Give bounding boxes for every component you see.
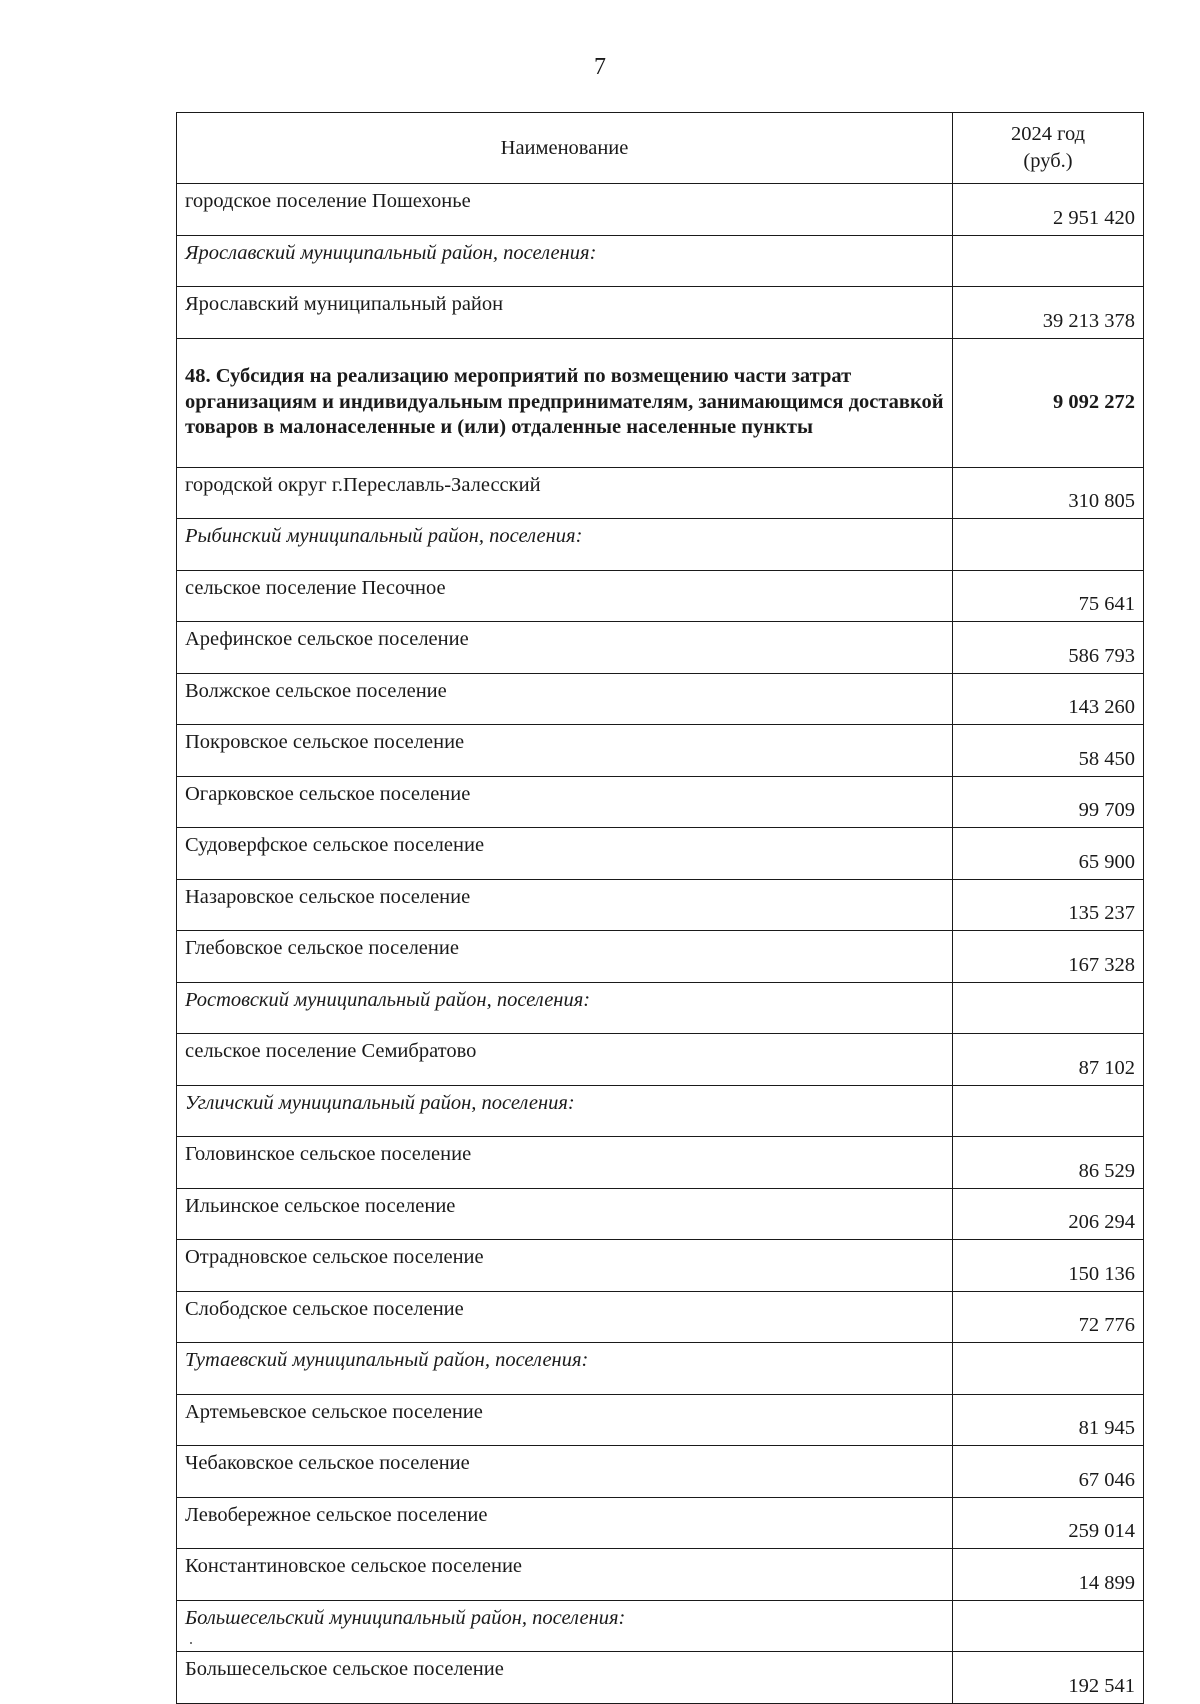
table-row bbox=[177, 828, 1144, 880]
name-cell: Судоверфское сельское поселение bbox=[177, 828, 953, 880]
name-cell: Артемьевское сельское поселение bbox=[177, 1394, 953, 1446]
table-subsidy-row bbox=[177, 338, 1144, 467]
table-row bbox=[177, 1394, 1144, 1446]
amount-cell: 72 776 bbox=[953, 1291, 1144, 1343]
name-cell: Отрадновское сельское поселение bbox=[177, 1240, 953, 1292]
table-row bbox=[177, 1652, 1144, 1704]
table-row bbox=[177, 879, 1144, 931]
amount-cell: 586 793 bbox=[953, 622, 1144, 674]
table-row bbox=[177, 1188, 1144, 1240]
name-cell: Арефинское сельское поселение bbox=[177, 622, 953, 674]
header-value-unit: (руб.) bbox=[1023, 150, 1073, 172]
amount-cell: 310 805 bbox=[953, 467, 1144, 519]
name-cell: Ярославский муниципальный район bbox=[177, 287, 953, 339]
group-name-cell: Большесельский муниципальный район, поселения: bbox=[177, 1600, 953, 1652]
name-cell: Покровское сельское поселение bbox=[177, 725, 953, 777]
amount-cell: 2 951 420 bbox=[953, 184, 1144, 236]
amount-cell: 86 529 bbox=[953, 1137, 1144, 1189]
amount-cell: 81 945 bbox=[953, 1394, 1144, 1446]
table-group-row bbox=[177, 519, 1144, 571]
table-row bbox=[177, 1446, 1144, 1498]
amount-cell bbox=[953, 1600, 1144, 1652]
name-cell: 48. Субсидия на реализацию мероприятий по возмещению части затрат организациям и индивидуальным предпринимателям, занимающимся доставкой товаров в малонаселенные и (или) отдаленные населенные пункты bbox=[177, 338, 953, 467]
header-name: Наименование bbox=[177, 113, 953, 184]
amount-cell: 135 237 bbox=[953, 879, 1144, 931]
amount-cell: 87 102 bbox=[953, 1034, 1144, 1086]
amount-cell: 192 541 bbox=[953, 1652, 1144, 1704]
name-cell: Огарковское сельское поселение bbox=[177, 776, 953, 828]
name-cell: сельское поселение Семибратово bbox=[177, 1034, 953, 1086]
name-cell: городской округ г.Переславль-Залесский bbox=[177, 467, 953, 519]
name-cell: Слободское сельское поселение bbox=[177, 1291, 953, 1343]
name-cell: Волжское сельское поселение bbox=[177, 673, 953, 725]
amount-cell bbox=[953, 982, 1144, 1034]
name-cell: Глебовское сельское поселение bbox=[177, 931, 953, 983]
amount-cell bbox=[953, 235, 1144, 287]
scan-speck bbox=[190, 1642, 192, 1644]
group-name-cell: Рыбинский муниципальный район, поселения: bbox=[177, 519, 953, 571]
amount-cell: 14 899 bbox=[953, 1549, 1144, 1601]
page-number: 7 bbox=[594, 54, 606, 80]
group-name-cell: Ярославский муниципальный район, поселения: bbox=[177, 235, 953, 287]
table-row bbox=[177, 1137, 1144, 1189]
table-group-row bbox=[177, 982, 1144, 1034]
amount-cell: 150 136 bbox=[953, 1240, 1144, 1292]
table-row bbox=[177, 622, 1144, 674]
header-value-year: 2024 год bbox=[1010, 123, 1086, 146]
table-row bbox=[177, 287, 1144, 339]
group-name-cell: Угличский муниципальный район, поселения: bbox=[177, 1085, 953, 1137]
table-row bbox=[177, 1291, 1144, 1343]
header-value bbox=[953, 113, 1144, 184]
name-cell: городское поселение Пошехонье bbox=[177, 184, 953, 236]
table-group-row bbox=[177, 1343, 1144, 1395]
amount-cell: 58 450 bbox=[953, 725, 1144, 777]
table-row bbox=[177, 1240, 1144, 1292]
table-row bbox=[177, 776, 1144, 828]
table-row bbox=[177, 570, 1144, 622]
amount-cell: 9 092 272 bbox=[953, 338, 1144, 467]
table-row bbox=[177, 467, 1144, 519]
amount-cell: 99 709 bbox=[953, 776, 1144, 828]
name-cell: Головинское сельское поселение bbox=[177, 1137, 953, 1189]
table-row bbox=[177, 673, 1144, 725]
name-cell: Чебаковское сельское поселение bbox=[177, 1446, 953, 1498]
table-header-row bbox=[177, 113, 1144, 184]
table-row bbox=[177, 1549, 1144, 1601]
amount-cell: 65 900 bbox=[953, 828, 1144, 880]
amount-cell: 67 046 bbox=[953, 1446, 1144, 1498]
name-cell: сельское поселение Песочное bbox=[177, 570, 953, 622]
group-name-cell: Ростовский муниципальный район, поселения: bbox=[177, 982, 953, 1034]
name-cell: Константиновское сельское поселение bbox=[177, 1549, 953, 1601]
amount-cell: 75 641 bbox=[953, 570, 1144, 622]
table-row bbox=[177, 184, 1144, 236]
name-cell: Ильинское сельское поселение bbox=[177, 1188, 953, 1240]
amount-cell: 39 213 378 bbox=[953, 287, 1144, 339]
table-row bbox=[177, 1034, 1144, 1086]
table-body bbox=[177, 184, 1144, 1704]
table-group-row bbox=[177, 1085, 1144, 1137]
table-group-row bbox=[177, 235, 1144, 287]
table-group-row bbox=[177, 1600, 1144, 1652]
amount-cell bbox=[953, 1085, 1144, 1137]
table-row bbox=[177, 931, 1144, 983]
table-row bbox=[177, 1497, 1144, 1549]
allocation-table bbox=[176, 112, 1144, 1704]
amount-cell bbox=[953, 1343, 1144, 1395]
amount-cell: 167 328 bbox=[953, 931, 1144, 983]
amount-cell: 206 294 bbox=[953, 1188, 1144, 1240]
amount-cell: 143 260 bbox=[953, 673, 1144, 725]
name-cell: Большесельское сельское поселение bbox=[177, 1652, 953, 1704]
amount-cell: 259 014 bbox=[953, 1497, 1144, 1549]
name-cell: Назаровское сельское поселение bbox=[177, 879, 953, 931]
name-cell: Левобережное сельское поселение bbox=[177, 1497, 953, 1549]
amount-cell bbox=[953, 519, 1144, 571]
table-row bbox=[177, 725, 1144, 777]
group-name-cell: Тутаевский муниципальный район, поселения: bbox=[177, 1343, 953, 1395]
